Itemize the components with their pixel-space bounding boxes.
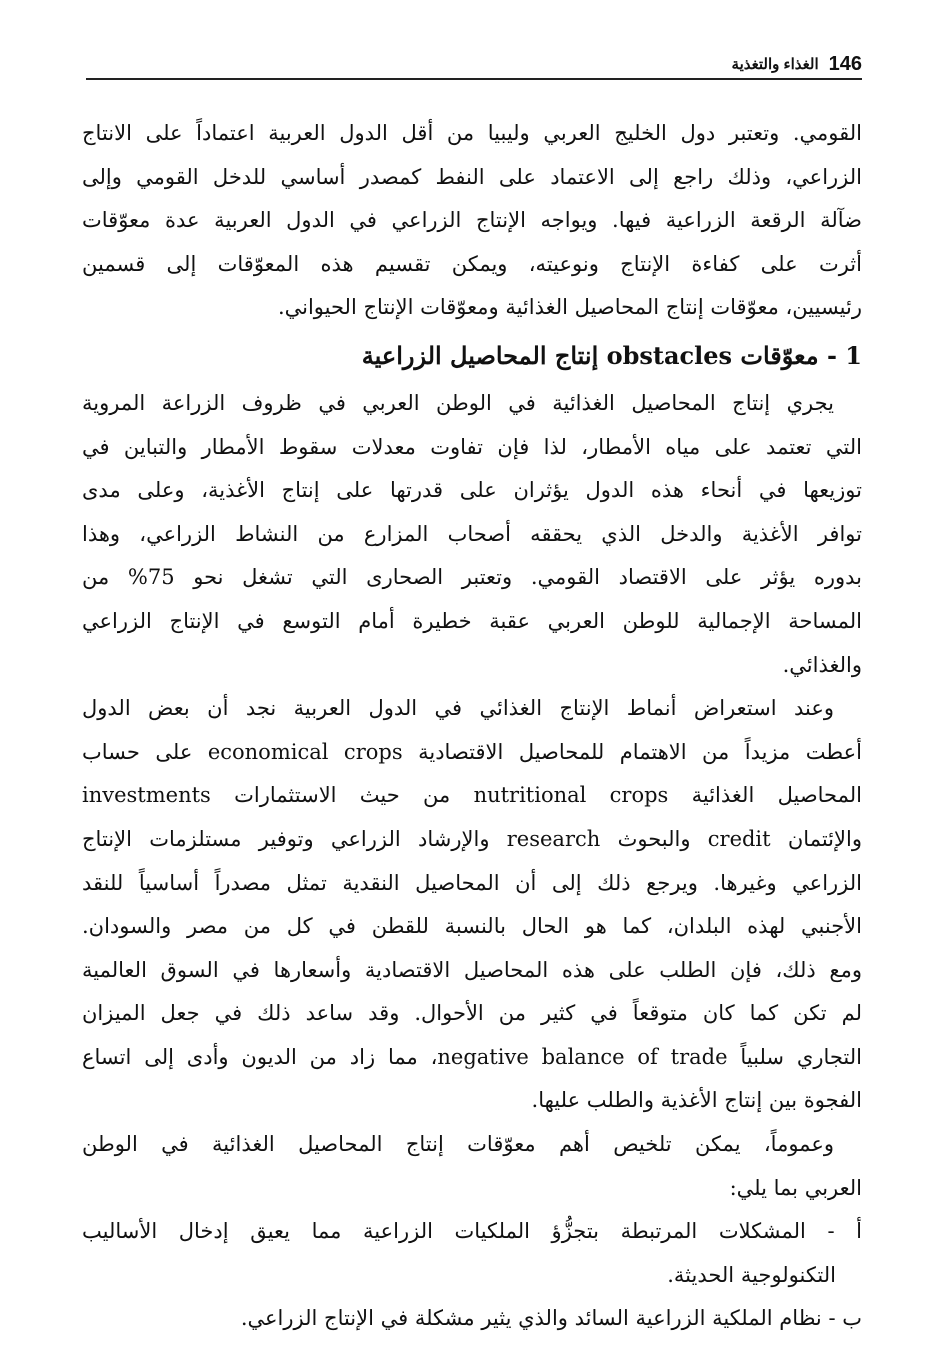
text-line: التجاري سلبياً negative balance of trade، مما زاد من الديون وأدى إلى اتساع	[82, 1044, 862, 1069]
text-line: رئيسيين، معوّقات إنتاج المحاصيل الغذائية ومعوّقات الإنتاج الحيواني.	[277, 295, 862, 320]
obstacles-list	[82, 1210, 862, 1341]
header-rule	[86, 78, 862, 80]
text-line: يجري إنتاج المحاصيل الغذائية في الوطن العربي في ظروف الزراعة المروية	[82, 390, 834, 415]
text-line: الزراعي وغيرها. ويرجع ذلك إلى أن المحاصيل النقدية تمثل مصدراً أساسياً للنقد	[82, 870, 862, 895]
paragraph-3	[82, 687, 862, 1123]
paragraph-4	[82, 1123, 862, 1210]
list-item-a: أ - المشكلات المرتبطة بتجزُّؤ الملكيات الزراعية مما يعيق إدخال الأساليب	[82, 1219, 862, 1244]
page-number: 146	[828, 52, 862, 75]
text-line: وعموماً، يمكن تلخيص أهم معوّقات إنتاج المحاصيل الغذائية في الوطن	[82, 1132, 834, 1157]
page-body	[82, 112, 862, 1341]
running-header	[84, 50, 862, 78]
text-line: التي تعتمد على مياه الأمطار، لذا فإن تفاوت معدلات سقوط الأمطار والتباين في	[82, 434, 862, 459]
text-line: أثرت على كفاءة الإنتاج ونوعيته، ويمكن تقسيم هذه المعوّقات إلى قسمين	[82, 251, 862, 276]
text-line: المحاصيل الغذائية nutritional crops من حيث الاستثمارات investments	[82, 783, 862, 808]
running-title: الغذاء والتغذية	[731, 56, 819, 73]
text-line: الفجوة بين إنتاج الأغذية والطلب عليها.	[531, 1088, 862, 1113]
text-line: العربي بما يلي:	[729, 1175, 862, 1200]
text-line: والغذائي.	[782, 652, 862, 677]
text-line: بدوره يؤثر على الاقتصاد القومي. وتعتبر الصحارى التي تشغل نحو 75% من	[82, 565, 862, 590]
text-line: أعطت مزيداً من الاهتمام للمحاصيل الاقتصادية economical crops على حساب	[82, 739, 862, 764]
paragraph-1	[82, 112, 862, 330]
text-line: القومي. وتعتبر دول الخليج العربي وليبيا من أقل الدول العربية اعتماداً على الانتاج	[82, 121, 862, 145]
paragraph-2	[82, 382, 862, 687]
text-line: توزيعها في أنحاء هذه الدول يؤثران على قدرتها على إنتاج الأغذية، وعلى مدى	[82, 478, 862, 503]
list-item-b: ب - نظام الملكية الزراعية السائد والذي يثير مشكلة في الإنتاج الزراعي.	[240, 1306, 862, 1331]
text-line: والإئتمان credit والبحوث research والإرشاد الزراعي وتوفير مستلزمات الإنتاج	[82, 826, 862, 851]
text-line: ومع ذلك، فإن الطلب على هذه المحاصيل الاقتصادية وأسعارها في السوق العالمية	[82, 957, 862, 982]
text-line: المساحة الإجمالية للوطن العربي عقبة خطيرة أمام التوسع في الإنتاج الزراعي	[82, 608, 862, 633]
section-heading: 1 - معوّقات obstacles إنتاج المحاصيل الزراعية	[361, 340, 862, 370]
text-line: وعند استعراض أنماط الإنتاج الغذائي في الدول العربية نجد أن بعض الدول	[82, 696, 834, 721]
text-line: لم تكن كما كان متوقعاً في كثير من الأحوال. وقد ساعد ذلك في جعل الميزان	[82, 1001, 862, 1026]
text-line: الزراعي، وذلك راجع إلى الاعتماد على النفط كمصدر أساسي للدخل القومي وإلى	[82, 164, 862, 189]
text-line: الأجنبي لهذه البلدان، كما هو الحال بالنسبة للقطن في كل من مصر والسودان.	[82, 914, 862, 939]
text-line: توافر الأغذية والدخل الذي يحققه أصحاب المزارع من النشاط الزراعي، وهذا	[82, 521, 862, 546]
list-item-a-continued: التكنولوجية الحديثة.	[667, 1262, 836, 1287]
text-line: ضآلة الرقعة الزراعية فيها. ويواجه الإنتاج الزراعي في الدول العربية عدة معوّقات	[82, 208, 862, 233]
